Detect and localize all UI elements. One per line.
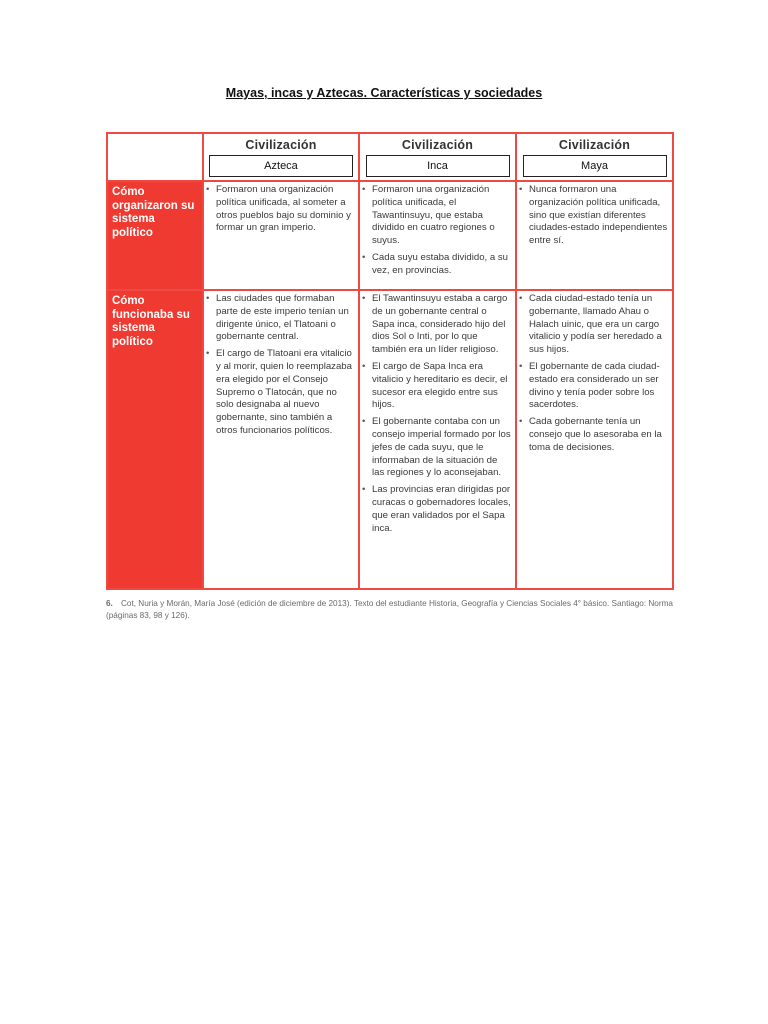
bullet-icon: • [519,293,523,304]
bullet-icon: • [519,184,523,195]
bullet-icon: • [362,484,366,496]
bullet-icon: • [519,360,523,372]
cell-maya-organizacion [517,182,672,291]
row-header-organizacion: Cómo organizaron su sistema político [108,182,204,291]
citation [106,598,686,622]
column-header-name: Inca [366,155,510,177]
bullet-item [206,293,354,344]
bullet-item [362,293,511,357]
bullet-icon: • [362,184,366,195]
bullet-item [362,484,511,535]
column-header-maya [517,134,672,182]
cell-azteca-funcionamiento [204,291,360,588]
column-header-inca [360,134,517,182]
bullet-text: El Tawantinsuyu estaba a cargo de un gobernante central o Sapa inca, considerado hijo del dios Sol o Inti, por lo que también era un líder religioso. [372,293,508,356]
cell-azteca-organizacion [204,182,360,291]
bullet-item [362,361,511,412]
bullet-icon: • [206,184,210,195]
column-header-azteca [204,134,360,182]
bullet-item [362,416,511,480]
bullet-text: Formaron una organización política unificada, el Tawantinsuyu, que estaba dividido en cuatro regiones o suyus. [372,184,495,247]
bullet-text: Formaron una organización política unificada, al someter a otros pueblos bajo su dominio y formar un gran imperio. [216,184,351,234]
bullet-item [519,361,668,412]
citation-number: 6. [106,599,113,608]
bullet-icon: • [206,293,210,304]
bullet-text: Nunca formaron una organización política unificada, sino que existían diferentes ciudades-estado independientes entre sí. [529,184,668,247]
bullet-icon: • [206,348,210,360]
bullet-text: Cada suyu estaba dividido, a su vez, en provincias. [372,251,508,276]
bullet-item [519,184,668,248]
bullet-icon: • [362,293,366,304]
bullet-text: El cargo de Tlatoani era vitalicio y al morir, quien lo reemplazaba era elegido por el Consejo Supremo o Tlatocán, que no solo designaba al nuevo gobernante, sino también a otros funcionarios políticos. [216,348,352,436]
bullet-text: El gobernante contaba con un consejo imperial formado por los jefes de cada suyu, que le informaban de la situación de las regiones y lo aconsejaban. [372,416,511,479]
cell-maya-funcionamiento [517,291,672,588]
bullet-item [519,416,668,454]
column-header-label: Civilización [401,138,474,152]
page-title: Mayas, incas y Aztecas. Características y sociedades [225,86,543,100]
column-header-name: Maya [523,155,667,177]
civilizations-table [106,132,674,590]
bullet-icon: • [519,416,523,428]
row-header-funcionamiento: Cómo funcionaba su sistema político [108,291,204,588]
bullet-item [362,252,511,278]
bullet-icon: • [362,251,366,263]
bullet-text: Cada gobernante tenía un consejo que lo asesoraba en la toma de decisiones. [529,416,662,453]
bullet-item [519,293,668,357]
bullet-item [206,184,354,235]
cell-inca-organizacion [360,182,517,291]
bullet-icon: • [362,416,366,428]
column-header-label: Civilización [558,138,631,152]
bullet-text: Las provincias eran dirigidas por curacas o gobernadores locales, que eran validados por el Sapa inca. [372,484,511,534]
cell-inca-funcionamiento [360,291,517,588]
bullet-text: Las ciudades que formaban parte de este imperio tenían un dirigente único, el Tlatoani o gobernante central. [216,293,349,343]
bullet-item [206,348,354,438]
bullet-text: El cargo de Sapa Inca era vitalicio y hereditario es decir, el sucesor era elegido entre sus hijos. [372,360,508,411]
citation-text: Cot, Nuria y Morán, María José (edición de diciembre de 2013). Texto del estudiante Historia, Geografía y Ciencias Sociales 4° básico. Santiago: Norma (páginas 83, 98 y 126). [106,599,673,620]
bullet-item [362,184,511,248]
table-corner [108,134,204,182]
bullet-icon: • [362,360,366,372]
column-header-label: Civilización [245,138,317,152]
bullet-text: El gobernante de cada ciudad-estado era considerado un ser divino y tenía poder sobre los sacerdotes. [529,360,660,411]
column-header-name: Azteca [209,155,353,177]
bullet-text: Cada ciudad-estado tenía un gobernante, llamado Ahau o Halach uinic, que era un cargo vitalicio y podía ser heredado a sus hijos. [529,293,662,356]
